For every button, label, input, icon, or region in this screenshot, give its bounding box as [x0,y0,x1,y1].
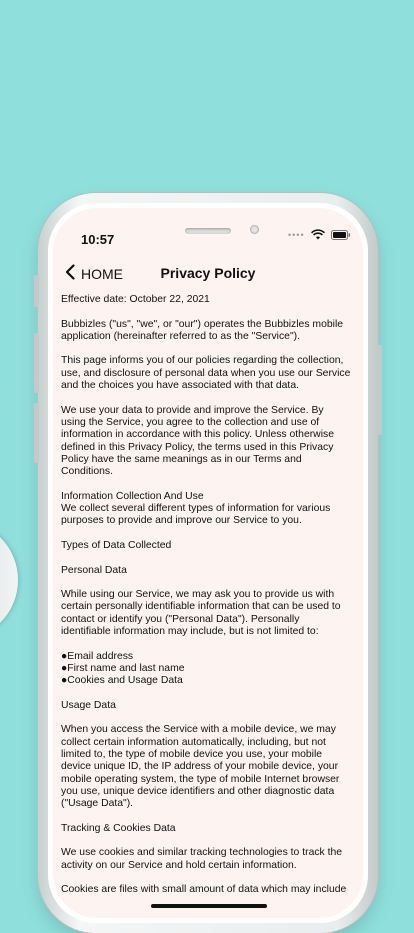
section-heading: Personal Data [61,564,127,576]
paragraph: While using our Service, we may ask you to provide us with certain personally identifiable information that can be used to contact or identify you ("Personal Data"). Personally identifiable information may include, but is not limited to: [61,589,341,638]
status-time: 10:57 [81,232,115,247]
paragraph-effective-date: Effective date: October 22, 2021 [61,294,210,305]
paragraph: Bubbizles ("us", "we", or "our") operates the Bubbizles mobile application (hereinafter referred to as the "Service"). [61,318,344,342]
battery-icon [331,230,351,240]
section-info-collection: Information Collection And Use We collect several different types of information for various purposes to provide and improve our Service to you. [61,490,331,527]
back-label: HOME [81,265,123,282]
paragraph: When you access the Service with a mobile device, we may collect certain information automatically, including, but not limited to, the type of mobile device you use, your mobile device unique ID, the IP address of your mobile device, your mobile operating system, the type of mobile Internet browser you use, unique device identifiers and other diagnostic data ("Usage Data"). [61,724,340,810]
paragraph: We use your data to provide and improve the Service. By using the Service, you agree to the collection and use of information in accordance with this policy. Unless otherwise defined in this Privacy Policy, the terms used in this Privacy Policy have the same meanings as in our Terms and Conditions. [61,404,334,478]
phone-screen [53,208,363,918]
navigation-bar [53,256,363,290]
section-heading: Types of Data Collected [61,539,172,551]
volume-up-button [34,333,39,393]
paragraph: We use cookies and similar tracking technologies to track the activity on our Service and hold certain information. [61,847,343,871]
phone-bezel [48,203,368,923]
page-title: Privacy Policy [160,265,256,281]
paragraph: This page informs you of our policies regarding the collection, use, and disclosure of personal data when you use our Service and the choices you have associated with that data. [61,355,351,392]
status-icons [288,230,351,240]
bullet-list: ●Email address ●First name and last name ●Cookies and Usage Data [61,650,185,687]
section-heading: Usage Data [61,699,116,711]
home-indicator[interactable] [151,904,267,908]
paragraph: Cookies are files with small amount of data which may include [61,884,347,896]
power-button [377,345,382,435]
front-camera-icon [250,225,259,234]
policy-content[interactable] [61,294,351,896]
speaker-grille [185,228,231,234]
phone-frame [38,193,378,933]
volume-down-button [34,403,39,463]
mute-switch [34,275,39,307]
section-heading: Tracking & Cookies Data [61,822,176,834]
wifi-icon [311,230,325,240]
signal-dots-icon: •••• [288,230,305,240]
background-device-edge [0,520,18,640]
